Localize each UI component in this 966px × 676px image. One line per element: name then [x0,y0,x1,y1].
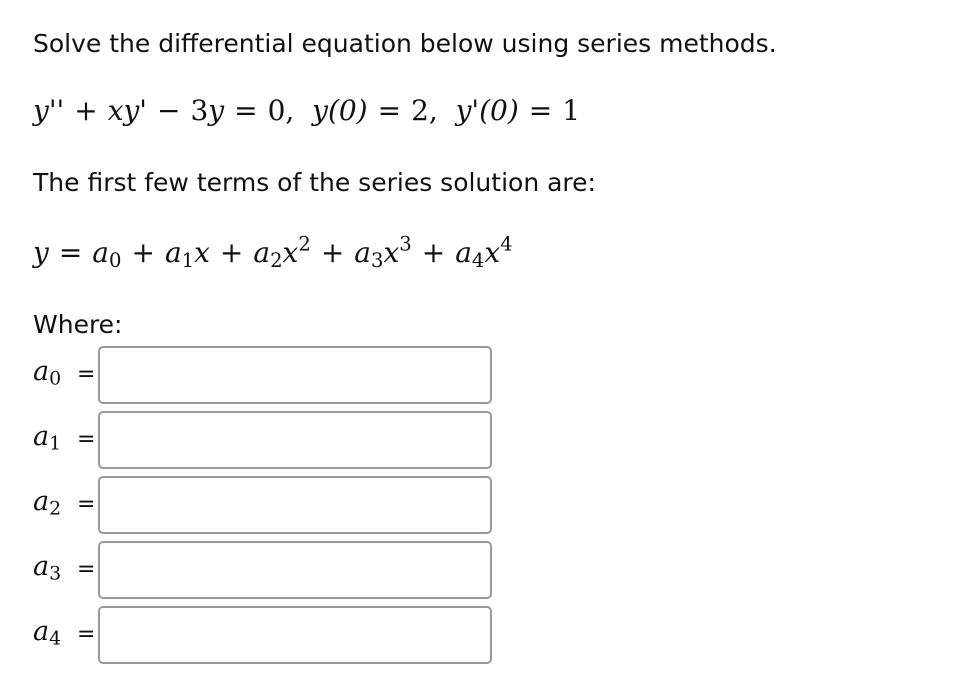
coefficient-label-a2 [33,486,62,520]
series-a0-index: 0 [109,248,122,272]
series-x4: x [484,236,501,269]
series-x3-power: 3 [399,232,412,256]
coefficient-row-a0 [33,346,503,404]
a2-answer-input[interactable] [98,476,492,534]
series-a2-index: 2 [270,248,283,272]
series-plus: + [131,236,155,269]
equals-sign: = [77,362,96,387]
x-variable: x [107,94,124,127]
initial-condition-1-lhs: y(0) [312,94,368,127]
initial-condition-2-lhs: y'(0) [455,94,519,127]
series-plus: + [219,236,244,269]
y-prime: y' [123,94,147,127]
minus-sign: − [157,94,181,127]
a4-answer-input[interactable] [98,606,492,664]
coefficient-row-a4 [33,606,503,664]
series-x1: x [194,236,210,269]
series-a4-index: 4 [471,248,485,272]
coefficient-label-a1 [33,421,62,455]
series-a3-index: 3 [370,248,384,272]
coefficient-label-a3 [33,551,62,585]
y-double-prime: y'' [33,94,65,127]
initial-condition-1-value: 2, [411,94,438,127]
coefficient-three: 3 [190,94,209,127]
initial-condition-2-equals: = [528,94,553,127]
series-intro-text: The first few terms of the series solution are: [33,168,596,197]
coefficient-index: 0 [49,367,62,390]
equals-sign: = [77,622,96,647]
coefficient-index: 4 [49,627,62,650]
equals-sign: = [77,427,96,452]
a1-answer-input[interactable] [98,411,492,469]
series-y: y [33,236,49,269]
series-equals: = [58,236,83,269]
series-a0: a [92,236,109,269]
series-x2: x [282,236,299,269]
series-a3: a [354,236,371,269]
initial-condition-2-value: 1 [562,94,581,127]
series-x3: x [383,236,400,269]
coefficient-label-a4 [33,616,62,650]
series-a1: a [164,236,182,269]
series-plus: + [421,236,446,269]
coefficient-letter: a [33,356,50,387]
plus-sign: + [74,94,98,127]
series-a2: a [253,236,271,269]
coefficient-row-a2 [33,476,503,534]
series-x2-power: 2 [298,232,311,256]
rhs-zero: 0, [267,94,295,127]
coefficient-letter: a [33,616,50,647]
coefficient-index: 2 [49,497,62,520]
coefficient-letter: a [33,421,50,452]
series-a4: a [455,236,472,269]
series-plus: + [320,236,345,269]
series-x4-power: 4 [500,232,513,256]
initial-condition-1-equals: = [377,94,402,127]
equals-sign: = [77,492,96,517]
differential-equation [33,94,580,127]
equals-sign: = [234,94,258,127]
coefficient-letter: a [33,486,50,517]
a3-answer-input[interactable] [98,541,492,599]
coefficient-index: 3 [49,562,62,585]
series-a1-index: 1 [181,248,195,272]
y-variable: y [208,94,225,127]
where-label: Where: [33,310,123,339]
coefficient-index: 1 [49,432,62,455]
coefficient-letter: a [33,551,50,582]
coefficient-label-a0 [33,356,62,390]
equals-sign: = [77,557,96,582]
coefficient-row-a1 [33,411,503,469]
problem-prompt: Solve the differential equation below using series methods. [33,29,777,58]
coefficient-row-a3 [33,541,503,599]
a0-answer-input[interactable] [98,346,492,404]
series-expansion [33,232,513,272]
